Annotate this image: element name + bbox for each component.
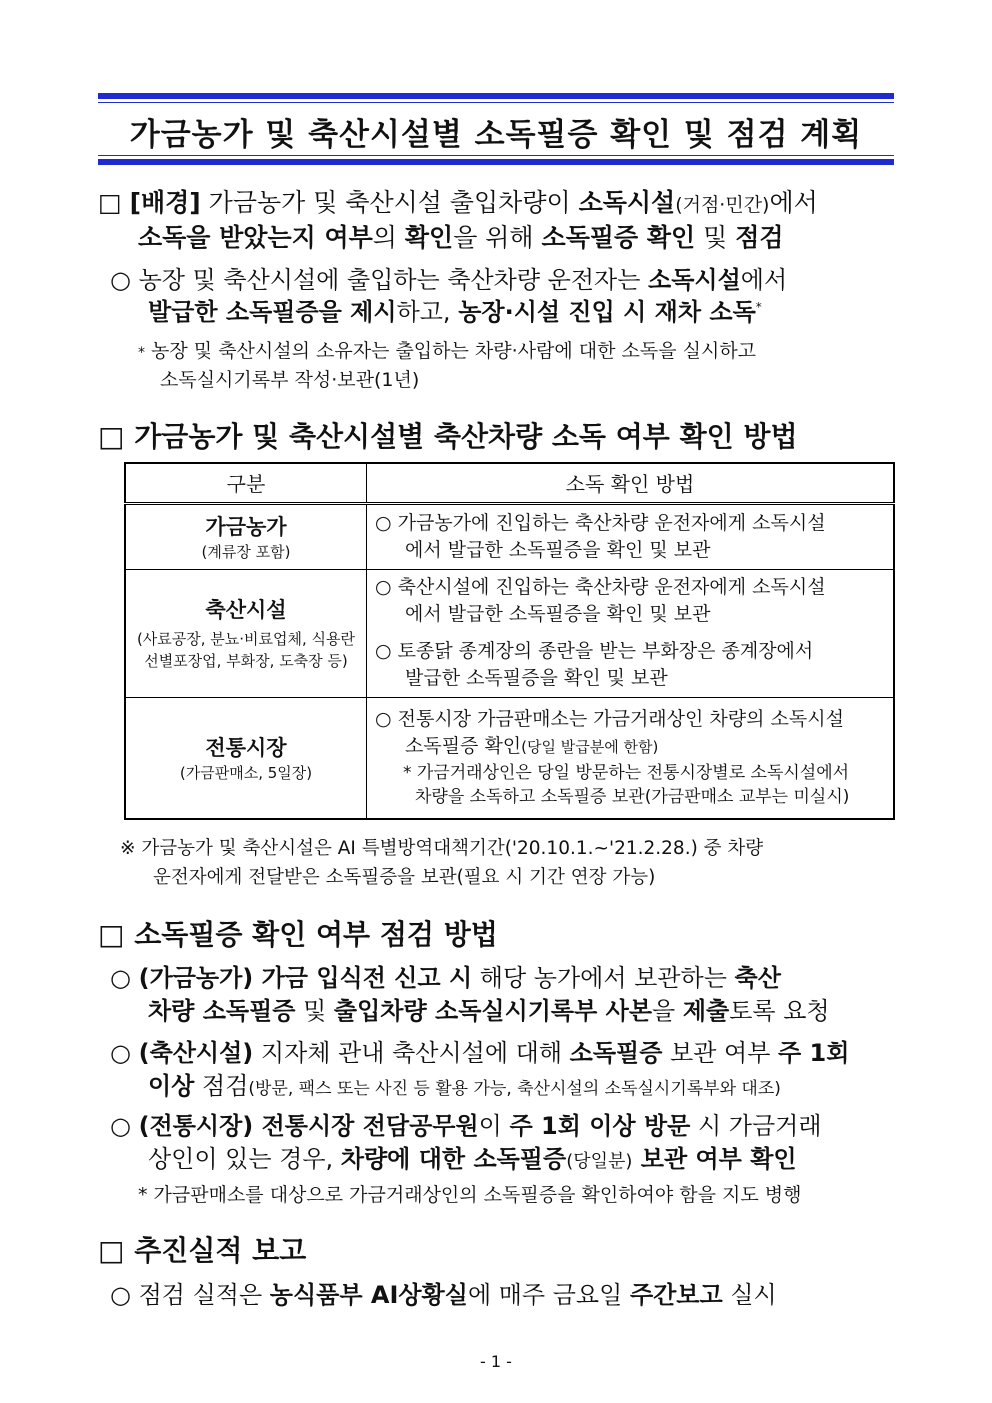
text: 주 1회 이상 방문 [509, 1112, 691, 1140]
section-marker: □ [98, 1234, 125, 1267]
text: ○ 전통시장 가금판매소는 가금거래상인 차량의 소독시설 [375, 708, 844, 731]
text: 이 [478, 1112, 510, 1140]
text: 에서 발급한 소독필증을 확인 및 보관 [405, 538, 711, 561]
section3-bullet2-line2 [148, 1066, 781, 1101]
text: 농장 및 축산시설의 소유자는 출입하는 차량·사람에 대한 소독을 실시하고 [151, 340, 757, 362]
text: * 가금거래상인은 당일 방문하는 전통시장별로 소독시설에서 [403, 763, 850, 784]
text: 해당 농가에서 보관하는 [472, 964, 735, 992]
bullet-icon: ○ [110, 1112, 131, 1140]
text: 점검 실적은 [138, 1281, 270, 1309]
text: 소독시설 [648, 266, 741, 294]
section1-line2 [138, 218, 784, 254]
section3-bullet1-line2 [148, 991, 830, 1026]
table-header-method: 소독 확인 방법 [367, 463, 895, 503]
section3-bullet3-line1 [110, 1106, 822, 1141]
text: 상인이 있는 경우, [148, 1145, 341, 1173]
text: (계류장 포함) [201, 542, 291, 561]
section-marker: □ [98, 918, 125, 951]
text: ○ 가금농가에 진입하는 축산차량 운전자에게 소독시설 [375, 511, 826, 534]
text: (거점·민간) [675, 194, 770, 216]
text: (당일분) [566, 1151, 633, 1172]
text: 소독실시기록부 작성·보관(1년) [160, 369, 420, 391]
text: 농장 및 축산시설에 출입하는 축산차량 운전자는 [138, 266, 649, 294]
table-header-row [125, 463, 894, 503]
text: 실시 [722, 1281, 777, 1309]
table-cell-method [367, 697, 895, 819]
text: 차량에 대한 소독필증 [340, 1145, 567, 1173]
section2-heading [98, 415, 798, 455]
title-box [98, 93, 894, 165]
table-method-line [375, 733, 883, 761]
text: 발급한 소독필증을 제시 [148, 298, 397, 326]
table-row [125, 697, 894, 819]
text: 주 1회 [778, 1039, 850, 1067]
text: * [755, 300, 762, 314]
text: 농장·시설 진입 시 재차 소독 [458, 298, 756, 326]
section1-bullet1-line1 [110, 260, 787, 295]
text: 토록 요청 [729, 997, 830, 1025]
text: 및 [295, 997, 334, 1025]
text: (전통시장) 전통시장 전담공무원 [138, 1112, 479, 1140]
text: 을 위해 [453, 223, 542, 252]
text: 축산시설 [205, 598, 287, 622]
text: 시 가금거래 [690, 1112, 822, 1140]
section3-bullet1-line1 [110, 958, 781, 993]
text: 에서 발급한 소독필증을 확인 및 보관 [405, 603, 711, 625]
section3-bullet3-line2 [148, 1139, 797, 1174]
section1-bullet1-line2 [148, 292, 762, 327]
text: (가금농가) 가금 입식전 신고 시 [138, 964, 473, 992]
text: 가금농가 및 축산시설별 축산차량 소독 여부 확인 방법 [134, 420, 798, 453]
text: 소독시설 [578, 188, 676, 217]
section4-bullet1 [110, 1275, 777, 1310]
text: 소독필증 확인 여부 점검 방법 [134, 918, 498, 951]
table-cell-method [367, 569, 895, 697]
text: ○ 토종닭 종계장의 종란을 받는 부화장은 종계장에서 [375, 640, 814, 662]
text: 소독필증 [569, 1039, 663, 1067]
text: 전통시장 [205, 735, 287, 760]
table-cell-category [125, 697, 367, 819]
text: 보관 여부 [662, 1039, 779, 1067]
section1-note-line1 [138, 336, 756, 363]
text: 가금농가 및 축산시설 출입차량이 [200, 188, 579, 217]
bullet-icon: ○ [110, 1039, 131, 1067]
text: (축산시설) [138, 1039, 254, 1067]
section1-label: [배경] [129, 188, 201, 217]
text: 축산 [734, 964, 781, 992]
text: 출입차량 소독실시기록부 사본 [333, 997, 653, 1025]
bullet-icon: ○ [110, 964, 131, 992]
page-title: 가금농가 및 축산시설별 소독필증 확인 및 점검 계획 [129, 117, 863, 153]
text: 소독필증 확인 [405, 735, 522, 758]
text: 추진실적 보고 [134, 1234, 307, 1267]
text: ○ 축산시설에 진입하는 축산차량 운전자에게 소독시설 [375, 576, 826, 598]
table-row [125, 569, 894, 697]
method-table [124, 462, 895, 820]
text: 발급한 소독필증을 확인 및 보관 [405, 667, 668, 689]
section-marker: □ [98, 188, 122, 217]
section3-heading [98, 913, 498, 953]
text: 보관 여부 확인 [632, 1145, 797, 1173]
section3-note: * 가금판매소를 대상으로 가금거래상인의 소독필증을 확인하여야 함을 지도 병행 [138, 1184, 802, 1206]
text: (사료공장, 분뇨·비료업체, 식용란 [136, 630, 356, 648]
section-marker: □ [98, 420, 125, 453]
text: 차량 소독필증 [148, 997, 296, 1025]
text: 지자체 관내 축산시설에 대해 [253, 1039, 570, 1067]
table-cell-category [125, 503, 367, 569]
text: (당일 발급분에 한함) [521, 738, 659, 757]
text: 가금농가 [205, 514, 287, 539]
text: 에서 [740, 266, 788, 294]
table-header-category: 구분 [125, 463, 367, 503]
text: 확인 [404, 223, 454, 252]
section1-note-line2 [160, 365, 419, 392]
section3-bullet2-line1 [110, 1033, 849, 1068]
section2-remark-line1: ※ 가금농가 및 축산시설은 AI 특별방역대책기간('20.10.1.~'21.2.28.) 중 차량 [120, 838, 764, 859]
text: 주간보고 [629, 1281, 723, 1309]
text: 점검 [194, 1072, 249, 1100]
text: 소독필증 확인 [541, 223, 696, 252]
bullet-icon: ○ [110, 1281, 131, 1309]
text: 의 [372, 223, 405, 252]
text: 소독을 받았는지 여부 [138, 223, 373, 252]
text: 을 [652, 997, 683, 1025]
section2-remark-line2: 운전자에게 전달받은 소독필증을 보관(필요 시 기간 연장 가능) [153, 867, 656, 888]
text: 선별포장업, 부화장, 도축장 등) [144, 652, 348, 670]
text: 농식품부 AI상황실 [269, 1281, 468, 1309]
section1-line1 [98, 183, 818, 219]
bullet-icon: ○ [110, 266, 131, 294]
text: 제출 [682, 997, 730, 1025]
text: * [138, 345, 145, 361]
section4-heading [98, 1229, 306, 1269]
table-cell-category [125, 569, 367, 697]
text: (가금판매소, 5일장) [179, 763, 313, 782]
text: 점검 [735, 223, 784, 252]
text: 에 매주 금요일 [467, 1281, 630, 1309]
table-cell-method [367, 503, 895, 569]
page-number: - 1 - [480, 1352, 512, 1371]
text: 에서 [769, 188, 818, 217]
text: 하고, [396, 298, 459, 326]
table-row [125, 503, 894, 569]
text: 이상 [148, 1072, 195, 1100]
text: 차량을 소독하고 소독필증 보관(가금판매소 교부는 미실시) [415, 787, 850, 808]
text: 및 [695, 223, 736, 252]
text: (방문, 팩스 또는 사진 등 활용 가능, 축산시설의 소독실시기록부와 대조) [248, 1079, 781, 1099]
